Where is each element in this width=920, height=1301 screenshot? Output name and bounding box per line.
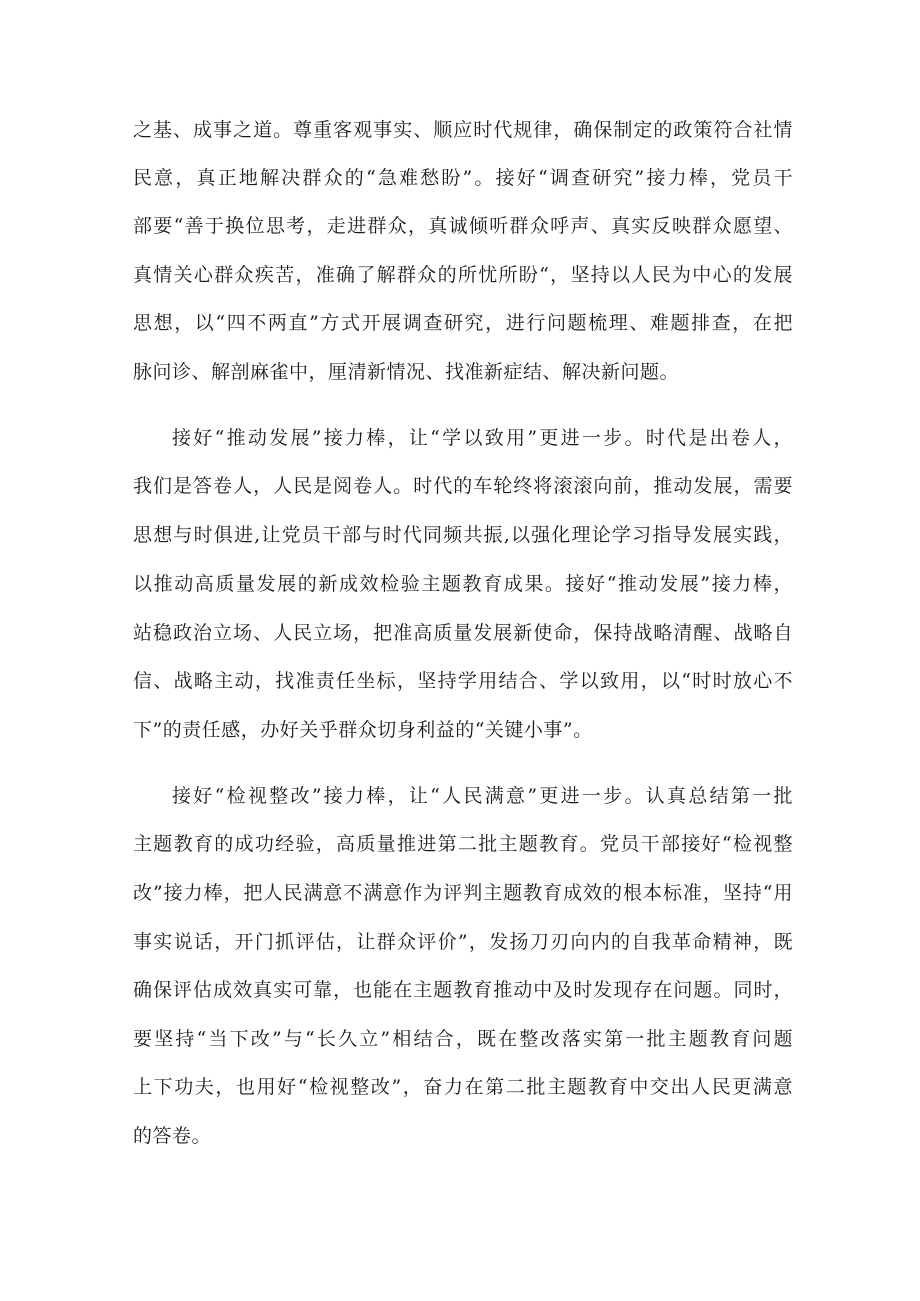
paragraph-3-line-2: 主题教育的成功经验，高质量推进第二批主题教育。党员干部接好“检视整 [133, 833, 793, 855]
paragraph-3-line-8: 的答卷。 [133, 1125, 212, 1147]
paragraph-2-line-6: 信、战略主动，找准责任坐标，坚持学用结合、学以致用，以“时时放心不 [133, 670, 793, 692]
paragraph-1-line-4: 真情关心群众疾苦，准确了解群众的所忧所盼“，坚持以人民为中心的发展 [133, 264, 793, 286]
paragraph-1-line-5: 思想，以“四不两直”方式开展调查研究，进行问题梳理、难题排查，在把 [133, 312, 793, 334]
paragraph-1-line-2: 民意，真正地解决群众的“急难愁盼”。接好“调查研究”接力棒，党员干 [133, 167, 793, 189]
paragraph-2-line-7: 下”的责任感，办好关乎群众切身利益的“关键小事”。 [133, 719, 593, 741]
paragraph-2-line-1: 接好“推动发展”接力棒，让“学以致用”更进一步。时代是出卷人， [172, 427, 793, 449]
paragraph-1-line-6: 脉问诊、解剖麻雀中，厘清新情况、找准新症结、解决新问题。 [133, 361, 680, 383]
paragraph-2-line-5: 站稳政治立场、人民立场，把准高质量发展新使命，保持战略清醒、战略自 [133, 622, 793, 644]
paragraph-2-line-2: 我们是答卷人，人民是阅卷人。时代的车轮终将滚滚向前，推动发展，需要 [133, 475, 793, 497]
paragraph-2-line-4: 以推动高质量发展的新成效检验主题教育成果。接好“推动发展”接力棒， [133, 573, 793, 595]
paragraph-3-line-3: 改”接力棒，把人民满意不满意作为评判主题教育成效的根本标准，坚持“用 [133, 882, 793, 904]
paragraph-1-line-3: 部要“善于换位思考，走进群众，真诚倾听群众呼声、真实反映群众愿望、 [133, 215, 793, 237]
paragraph-3-line-5: 确保评估成效真实可靠，也能在主题教育推动中及时发现存在问题。同时， [133, 979, 793, 1001]
paragraph-3-line-1: 接好“检视整改”接力棒，让“人民满意”更进一步。认真总结第一批 [172, 785, 793, 807]
paragraph-2-line-3: 思想与时俱进,让党员干部与时代同频共振,以强化理论学习指导发展实践， [133, 524, 793, 546]
paragraph-3-line-6: 要坚持“当下改”与“长久立”相结合，既在整改落实第一批主题教育问题 [133, 1028, 793, 1050]
paragraph-3-line-4: 事实说话，开门抓评估，让群众评价”，发扬刀刃向内的自我革命精神，既 [133, 931, 793, 953]
paragraph-1-line-1: 之基、成事之道。尊重客观事实、顺应时代规律，确保制定的政策符合社情 [133, 119, 793, 141]
paragraph-3-line-7: 上下功夫，也用好“检视整改”，奋力在第二批主题教育中交出人民更满意 [133, 1076, 793, 1098]
